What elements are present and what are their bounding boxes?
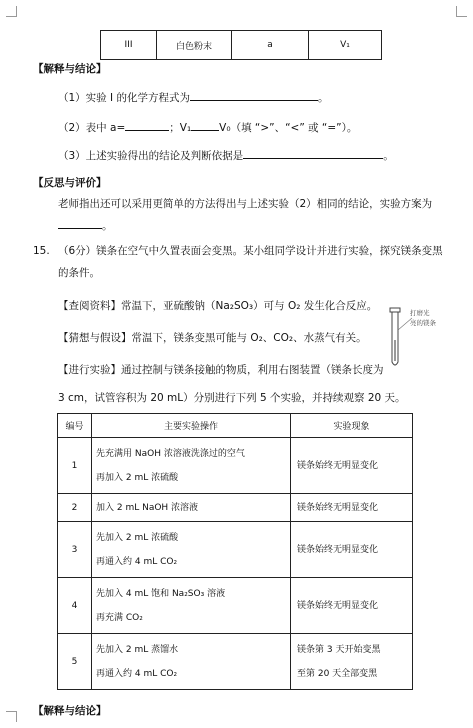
table-row bbox=[58, 634, 413, 690]
operation-step: 再充满 CO₂ bbox=[96, 612, 143, 623]
question-text: ；V₁ bbox=[169, 122, 192, 134]
answer-blank[interactable] bbox=[58, 217, 102, 229]
table-header-row bbox=[58, 414, 413, 438]
row-id: 5 bbox=[58, 634, 92, 690]
crop-mark bbox=[6, 711, 17, 722]
operation-step: 先充满用 NaOH 浓溶液洗涤过的空气 bbox=[96, 448, 245, 459]
observation-text: 镁条始终无明显变化 bbox=[297, 600, 379, 611]
observation-cell bbox=[291, 494, 413, 522]
observation-cell bbox=[291, 634, 413, 690]
observation-text: 镁条始终无明显变化 bbox=[297, 502, 379, 513]
operation-step: 先加入 4 mL 饱和 Na₂SO₃ 溶液 bbox=[96, 588, 226, 599]
column-header: 主要实验操作 bbox=[92, 414, 291, 438]
operation-step: 先加入 2 mL 浓硫酸 bbox=[96, 532, 179, 543]
table-cell: V₁ bbox=[309, 31, 382, 60]
experiment-table bbox=[57, 413, 413, 690]
procedure-line-1: 【进行实验】通过控制与镁条接触的物质，利用右图装置（镁条长度为 bbox=[58, 364, 384, 376]
question-15-intro: （6分）镁条在空气中久置表面会变黑。某小组同学设计并进行实验，探究镁条变黑的条件。 bbox=[58, 245, 443, 279]
section-heading-reflection: 【反思与评价】 bbox=[33, 177, 107, 189]
crop-mark bbox=[6, 6, 17, 17]
operation-cell bbox=[92, 634, 291, 690]
column-header: 实验现象 bbox=[291, 414, 413, 438]
question-text: V₀（填 “>”、“<” 或 “=”）。 bbox=[219, 122, 358, 134]
operation-cell bbox=[92, 522, 291, 578]
paragraph-text: 老师指出还可以采用更简单的方法得出与上述实验（2）相同的结论，实验方案为 bbox=[58, 198, 433, 210]
section-heading-conclusion: 【解释与结论】 bbox=[33, 705, 107, 717]
reference-info: 【查阅资料】常温下，亚硫酸钠（Na₂SO₃）可与 O₂ 发生化合反应。 bbox=[58, 300, 378, 312]
question-3 bbox=[58, 147, 394, 163]
operation-step: 再通入约 4 mL CO₂ bbox=[96, 556, 178, 567]
row-id: 3 bbox=[58, 522, 92, 578]
row-id: 4 bbox=[58, 578, 92, 634]
answer-blank[interactable] bbox=[191, 119, 219, 131]
section-heading-analysis: 【解释与结论】 bbox=[33, 63, 107, 75]
operation-step: 先加入 2 mL 蒸馏水 bbox=[96, 644, 179, 655]
table-row bbox=[58, 578, 413, 634]
row-id: 2 bbox=[58, 494, 92, 522]
table-cell: a bbox=[232, 31, 309, 60]
question-text: （2）表中 a= bbox=[58, 122, 126, 134]
operation-cell bbox=[92, 438, 291, 494]
reflection-paragraph bbox=[58, 193, 450, 237]
answer-blank[interactable] bbox=[243, 147, 383, 159]
table-row bbox=[58, 494, 413, 522]
operation-step: 再通入约 4 mL CO₂ bbox=[96, 668, 178, 679]
operation-cell bbox=[92, 494, 291, 522]
observation-cell bbox=[291, 522, 413, 578]
answer-blank[interactable] bbox=[190, 89, 318, 101]
test-tube-figure bbox=[384, 300, 454, 372]
observation-cell bbox=[291, 578, 413, 634]
punctuation: 。 bbox=[317, 92, 329, 104]
operation-step: 加入 2 mL NaOH 浓溶液 bbox=[96, 502, 199, 513]
table-cell: III bbox=[101, 31, 157, 60]
question-1 bbox=[58, 89, 328, 105]
answer-blank[interactable] bbox=[125, 119, 169, 131]
observation-text: 至第 20 天全部变黑 bbox=[297, 668, 378, 679]
hypothesis: 【猜想与假设】常温下，镁条变黑可能与 O₂、CO₂、水蒸气有关。 bbox=[58, 332, 367, 344]
row-id: 1 bbox=[58, 438, 92, 494]
operation-cell bbox=[92, 578, 291, 634]
table-row bbox=[58, 438, 413, 494]
table-row bbox=[58, 522, 413, 578]
punctuation: 。 bbox=[102, 220, 113, 232]
observation-cell bbox=[291, 438, 413, 494]
question-text: （1）实验 I 的化学方程式为 bbox=[58, 92, 190, 104]
procedure-line-2: 3 cm，试管容积为 20 mL）分别进行下列 5 个实验，并持续观察 20 天。 bbox=[58, 392, 406, 404]
observation-text: 镁条始终无明显变化 bbox=[297, 460, 379, 471]
table-cell: 白色粉末 bbox=[157, 31, 232, 60]
question-2 bbox=[58, 119, 357, 135]
data-table-top bbox=[100, 30, 382, 60]
question-text: （3）上述实验得出的结论及判断依据是 bbox=[58, 150, 244, 162]
observation-text: 镁条始终无明显变化 bbox=[297, 544, 379, 555]
observation-text: 镁条第 3 天开始变黑 bbox=[297, 644, 381, 655]
crop-mark bbox=[456, 6, 467, 17]
table-row bbox=[101, 31, 382, 60]
column-header: 编号 bbox=[58, 414, 92, 438]
question-number: 15. bbox=[33, 245, 50, 257]
operation-step: 再加入 2 mL 浓硫酸 bbox=[96, 472, 179, 483]
punctuation: 。 bbox=[383, 150, 394, 162]
figure-label: 打磨光 亮的镁条 bbox=[410, 309, 436, 327]
